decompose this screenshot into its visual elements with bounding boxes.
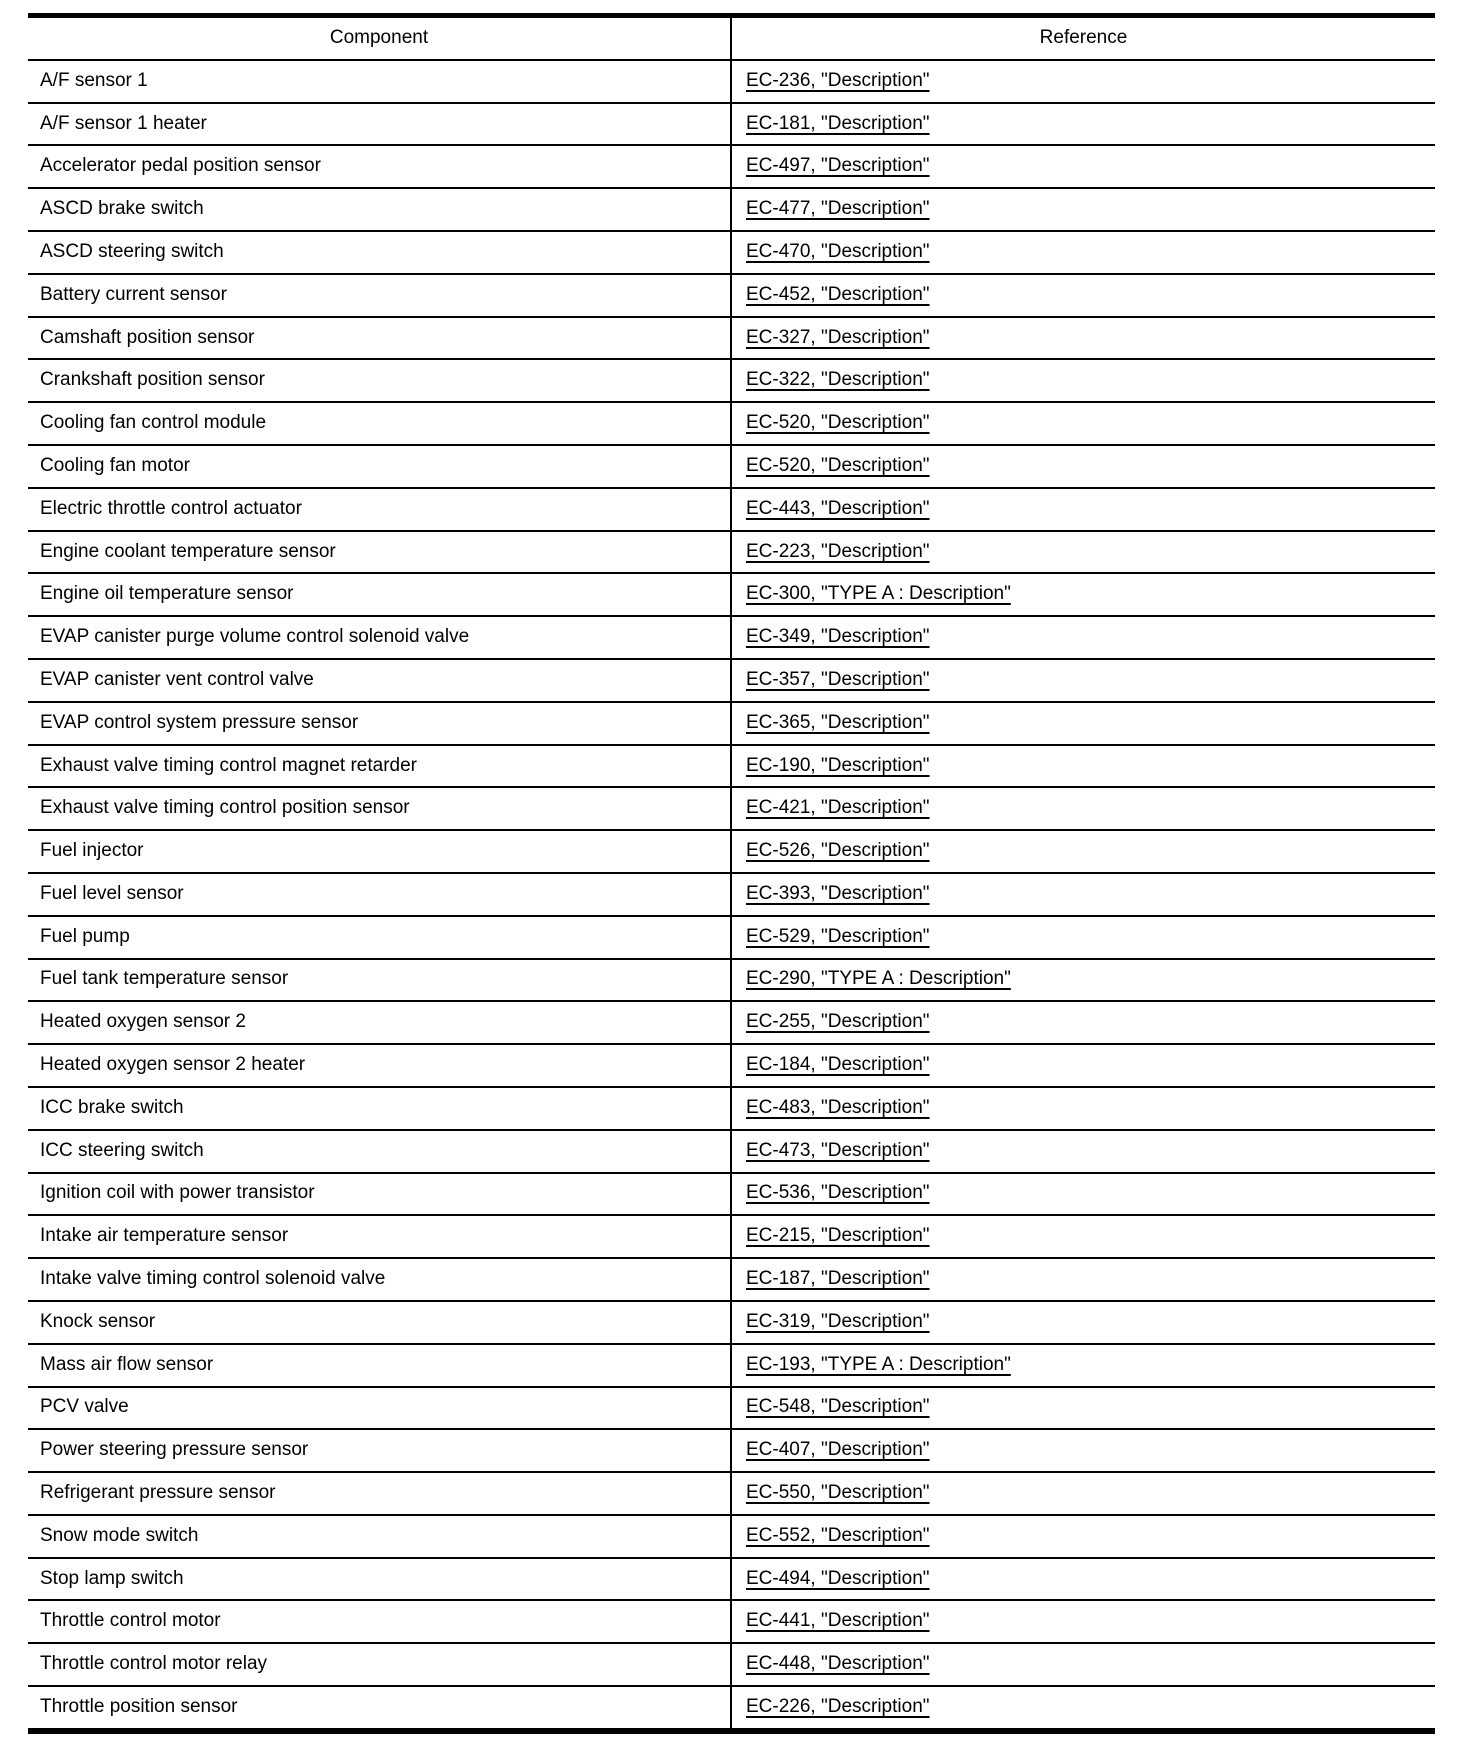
reference-cell xyxy=(731,959,1435,1002)
reference-cell xyxy=(731,1600,1435,1643)
table-row xyxy=(28,103,1435,146)
reference-link[interactable]: EC-365, "Description" xyxy=(746,711,930,733)
reference-link[interactable]: EC-552, "Description" xyxy=(746,1524,930,1546)
table-row xyxy=(28,488,1435,531)
reference-link[interactable]: EC-421, "Description" xyxy=(746,797,930,819)
reference-cell xyxy=(731,402,1435,445)
component-label: Throttle control motor relay xyxy=(40,1653,268,1675)
component-label: Fuel tank temperature sensor xyxy=(40,968,289,990)
column-header-component: Component xyxy=(28,16,731,60)
reference-link[interactable]: EC-193, "TYPE A : Description" xyxy=(746,1353,1011,1375)
component-reference-table xyxy=(28,13,1435,1734)
component-cell xyxy=(28,659,731,702)
table-row xyxy=(28,445,1435,488)
component-label: Exhaust valve timing control position sensor xyxy=(40,797,410,819)
component-label: Heated oxygen sensor 2 xyxy=(40,1011,246,1033)
reference-cell xyxy=(731,1258,1435,1301)
reference-link[interactable]: EC-494, "Description" xyxy=(746,1567,930,1589)
reference-link[interactable]: EC-497, "Description" xyxy=(746,155,930,177)
table-row xyxy=(28,702,1435,745)
component-label: ICC steering switch xyxy=(40,1139,204,1161)
component-cell xyxy=(28,1344,731,1387)
table-row xyxy=(28,787,1435,830)
component-label: Power steering pressure sensor xyxy=(40,1439,309,1461)
component-cell xyxy=(28,1173,731,1216)
reference-link[interactable]: EC-477, "Description" xyxy=(746,198,930,220)
component-cell xyxy=(28,1643,731,1686)
table-row xyxy=(28,1515,1435,1558)
component-cell xyxy=(28,274,731,317)
reference-link[interactable]: EC-215, "Description" xyxy=(746,1225,930,1247)
component-label: Throttle control motor xyxy=(40,1610,221,1632)
table-row xyxy=(28,1387,1435,1430)
component-cell xyxy=(28,231,731,274)
component-label: Crankshaft position sensor xyxy=(40,369,265,391)
component-label: Refrigerant pressure sensor xyxy=(40,1482,276,1504)
reference-link[interactable]: EC-407, "Description" xyxy=(746,1439,930,1461)
table-row xyxy=(28,1258,1435,1301)
reference-link[interactable]: EC-520, "Description" xyxy=(746,454,930,476)
reference-cell xyxy=(731,830,1435,873)
reference-link[interactable]: EC-290, "TYPE A : Description" xyxy=(746,968,1011,990)
component-label: Knock sensor xyxy=(40,1310,156,1332)
component-cell xyxy=(28,745,731,788)
component-cell xyxy=(28,873,731,916)
reference-cell xyxy=(731,1130,1435,1173)
component-label: ASCD brake switch xyxy=(40,198,204,220)
reference-cell xyxy=(731,1001,1435,1044)
table-row xyxy=(28,1429,1435,1472)
component-cell xyxy=(28,402,731,445)
reference-cell xyxy=(731,1558,1435,1601)
component-cell xyxy=(28,488,731,531)
reference-link[interactable]: EC-322, "Description" xyxy=(746,369,930,391)
reference-cell xyxy=(731,1087,1435,1130)
table-row xyxy=(28,959,1435,1002)
component-label: Fuel injector xyxy=(40,840,144,862)
reference-link[interactable]: EC-393, "Description" xyxy=(746,882,930,904)
component-cell xyxy=(28,1130,731,1173)
column-header-reference: Reference xyxy=(731,16,1435,60)
component-cell xyxy=(28,916,731,959)
reference-cell xyxy=(731,188,1435,231)
reference-cell xyxy=(731,787,1435,830)
table-row xyxy=(28,359,1435,402)
table-row xyxy=(28,531,1435,574)
component-label: Mass air flow sensor xyxy=(40,1353,214,1375)
reference-link[interactable]: EC-300, "TYPE A : Description" xyxy=(746,583,1011,605)
component-label: Battery current sensor xyxy=(40,283,227,305)
reference-link[interactable]: EC-181, "Description" xyxy=(746,112,930,134)
reference-cell xyxy=(731,445,1435,488)
table-row xyxy=(28,1643,1435,1686)
component-label: Fuel pump xyxy=(40,925,130,947)
reference-cell xyxy=(731,702,1435,745)
component-label: Intake valve timing control solenoid valve xyxy=(40,1268,386,1290)
component-cell xyxy=(28,1044,731,1087)
table-row xyxy=(28,1344,1435,1387)
component-cell xyxy=(28,1686,731,1731)
reference-cell xyxy=(731,1301,1435,1344)
component-cell xyxy=(28,60,731,103)
reference-link[interactable]: EC-357, "Description" xyxy=(746,668,930,690)
component-label: ASCD steering switch xyxy=(40,240,224,262)
reference-cell xyxy=(731,231,1435,274)
component-cell xyxy=(28,1600,731,1643)
component-cell xyxy=(28,702,731,745)
component-cell xyxy=(28,959,731,1002)
component-label: Exhaust valve timing control magnet retarder xyxy=(40,754,418,776)
table-row xyxy=(28,1130,1435,1173)
table-row xyxy=(28,1044,1435,1087)
component-cell xyxy=(28,145,731,188)
component-cell xyxy=(28,445,731,488)
reference-link[interactable]: EC-349, "Description" xyxy=(746,626,930,648)
reference-link[interactable]: EC-470, "Description" xyxy=(746,240,930,262)
component-label: Intake air temperature sensor xyxy=(40,1225,289,1247)
table-row xyxy=(28,1087,1435,1130)
table-row xyxy=(28,1215,1435,1258)
table-row xyxy=(28,745,1435,788)
component-cell xyxy=(28,787,731,830)
reference-link[interactable]: EC-184, "Description" xyxy=(746,1054,930,1076)
table-row xyxy=(28,573,1435,616)
table-row xyxy=(28,1600,1435,1643)
component-label: A/F sensor 1 xyxy=(40,69,148,91)
component-cell xyxy=(28,1301,731,1344)
component-cell xyxy=(28,531,731,574)
component-cell xyxy=(28,1087,731,1130)
component-cell xyxy=(28,317,731,360)
table-row xyxy=(28,1301,1435,1344)
component-label: Snow mode switch xyxy=(40,1524,199,1546)
component-cell xyxy=(28,1258,731,1301)
reference-link[interactable]: EC-520, "Description" xyxy=(746,412,930,434)
reference-cell xyxy=(731,103,1435,146)
reference-link[interactable]: EC-255, "Description" xyxy=(746,1011,930,1033)
reference-cell xyxy=(731,1429,1435,1472)
table-row xyxy=(28,830,1435,873)
component-cell xyxy=(28,1558,731,1601)
component-label: EVAP control system pressure sensor xyxy=(40,711,359,733)
reference-link[interactable]: EC-473, "Description" xyxy=(746,1139,930,1161)
table-row xyxy=(28,145,1435,188)
table-row xyxy=(28,231,1435,274)
reference-cell xyxy=(731,1643,1435,1686)
component-label: Accelerator pedal position sensor xyxy=(40,155,321,177)
table-row xyxy=(28,1001,1435,1044)
reference-link[interactable]: EC-550, "Description" xyxy=(746,1482,930,1504)
component-cell xyxy=(28,103,731,146)
component-cell xyxy=(28,1387,731,1430)
reference-cell xyxy=(731,916,1435,959)
component-cell xyxy=(28,1429,731,1472)
table-row xyxy=(28,317,1435,360)
reference-link[interactable]: EC-327, "Description" xyxy=(746,326,930,348)
reference-cell xyxy=(731,274,1435,317)
reference-link[interactable]: EC-536, "Description" xyxy=(746,1182,930,1204)
reference-cell xyxy=(731,1686,1435,1731)
table-row xyxy=(28,616,1435,659)
reference-link[interactable]: EC-448, "Description" xyxy=(746,1653,930,1675)
table-row xyxy=(28,1686,1435,1731)
table-row xyxy=(28,1558,1435,1601)
component-label: ICC brake switch xyxy=(40,1096,184,1118)
component-label: PCV valve xyxy=(40,1396,129,1418)
reference-cell xyxy=(731,488,1435,531)
component-label: EVAP canister vent control valve xyxy=(40,668,314,690)
component-cell xyxy=(28,359,731,402)
component-label: Fuel level sensor xyxy=(40,882,184,904)
reference-link[interactable]: EC-441, "Description" xyxy=(746,1610,930,1632)
table-row xyxy=(28,916,1435,959)
reference-cell xyxy=(731,1515,1435,1558)
table-row xyxy=(28,1173,1435,1216)
component-label: Engine coolant temperature sensor xyxy=(40,540,336,562)
reference-cell xyxy=(731,573,1435,616)
table-row xyxy=(28,873,1435,916)
reference-cell xyxy=(731,60,1435,103)
component-cell xyxy=(28,1515,731,1558)
reference-cell xyxy=(731,1173,1435,1216)
component-label: Camshaft position sensor xyxy=(40,326,255,348)
table-row xyxy=(28,188,1435,231)
reference-link[interactable]: EC-236, "Description" xyxy=(746,69,930,91)
component-cell xyxy=(28,573,731,616)
component-label: Cooling fan motor xyxy=(40,454,190,476)
component-label: Ignition coil with power transistor xyxy=(40,1182,315,1204)
component-cell xyxy=(28,1215,731,1258)
reference-link[interactable]: EC-452, "Description" xyxy=(746,283,930,305)
reference-cell xyxy=(731,1472,1435,1515)
reference-cell xyxy=(731,359,1435,402)
table-row xyxy=(28,402,1435,445)
table-row xyxy=(28,1472,1435,1515)
reference-link[interactable]: EC-190, "Description" xyxy=(746,754,930,776)
reference-cell xyxy=(731,616,1435,659)
reference-cell xyxy=(731,1344,1435,1387)
component-label: Stop lamp switch xyxy=(40,1567,184,1589)
reference-link[interactable]: EC-526, "Description" xyxy=(746,840,930,862)
reference-link[interactable]: EC-226, "Description" xyxy=(746,1696,930,1718)
reference-cell xyxy=(731,1215,1435,1258)
table-row xyxy=(28,60,1435,103)
component-label: Electric throttle control actuator xyxy=(40,497,302,519)
reference-cell xyxy=(731,1044,1435,1087)
reference-cell xyxy=(731,145,1435,188)
reference-cell xyxy=(731,317,1435,360)
header-row xyxy=(28,16,1435,60)
reference-link[interactable]: EC-223, "Description" xyxy=(746,540,930,562)
table-row xyxy=(28,274,1435,317)
component-cell xyxy=(28,1001,731,1044)
reference-cell xyxy=(731,873,1435,916)
component-cell xyxy=(28,188,731,231)
component-label: EVAP canister purge volume control solenoid valve xyxy=(40,626,470,648)
component-cell xyxy=(28,1472,731,1515)
component-label: Heated oxygen sensor 2 heater xyxy=(40,1054,306,1076)
reference-link[interactable]: EC-529, "Description" xyxy=(746,925,930,947)
reference-link[interactable]: EC-187, "Description" xyxy=(746,1268,930,1290)
reference-link[interactable]: EC-443, "Description" xyxy=(746,497,930,519)
reference-cell xyxy=(731,745,1435,788)
reference-cell xyxy=(731,531,1435,574)
table-row xyxy=(28,659,1435,702)
reference-link[interactable]: EC-319, "Description" xyxy=(746,1310,930,1332)
reference-cell xyxy=(731,659,1435,702)
reference-link[interactable]: EC-483, "Description" xyxy=(746,1096,930,1118)
reference-cell xyxy=(731,1387,1435,1430)
component-cell xyxy=(28,616,731,659)
component-cell xyxy=(28,830,731,873)
component-label: Cooling fan control module xyxy=(40,412,267,434)
component-label: Throttle position sensor xyxy=(40,1696,238,1718)
reference-link[interactable]: EC-548, "Description" xyxy=(746,1396,930,1418)
component-label: A/F sensor 1 heater xyxy=(40,112,207,134)
component-label: Engine oil temperature sensor xyxy=(40,583,294,605)
